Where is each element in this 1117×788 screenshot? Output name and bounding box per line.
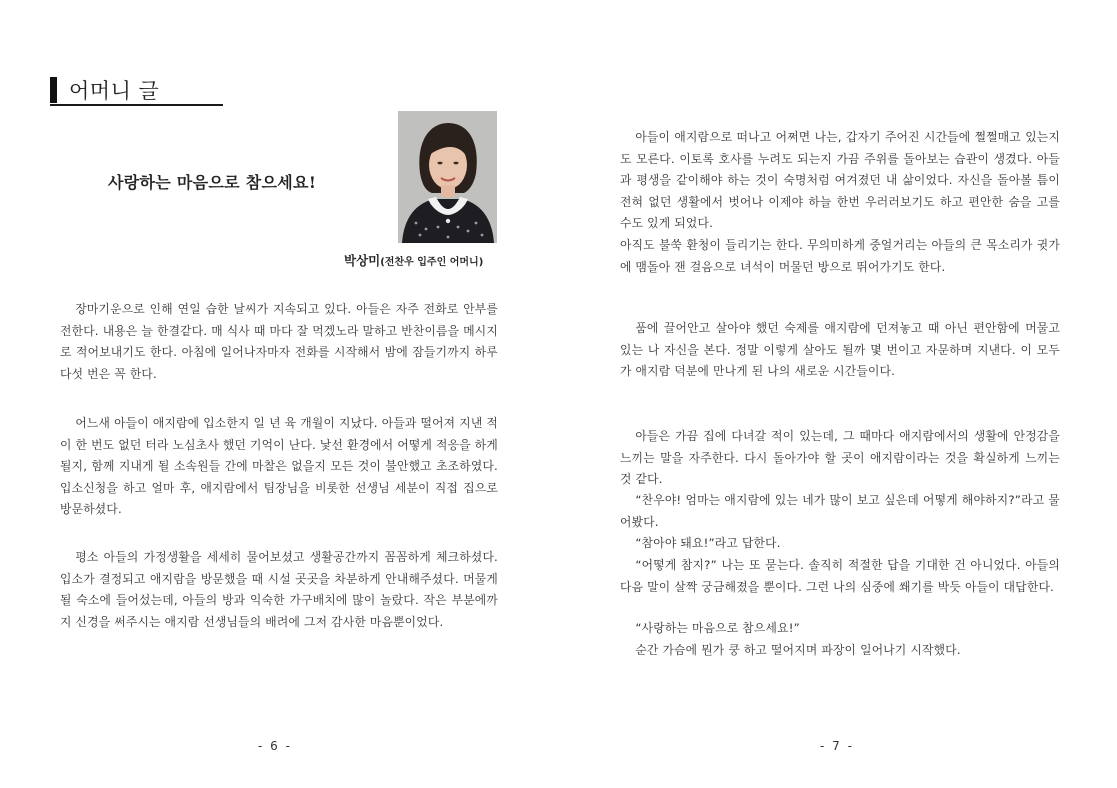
paragraph: 품에 끌어안고 살아야 했던 숙제를 애지람에 던져놓고 때 아닌 편안함에 머물고 있는 나 자신을 본다. 정말 이렇게 살아도 될까 몇 번이고 자문하며 지낸다. 이 모두가 애지람 덕분에 만나게 된 나의 새로운 시간들이다. — [620, 321, 1060, 379]
page-number: - 6 - — [258, 739, 292, 753]
paragraph: 아들이 애지람으로 떠나고 어쩌면 나는, 갑자기 주어진 시간들에 쩔쩔매고 있는지도 모른다. 이토록 호사를 누려도 되는지 가끔 주위를 돌아보는 습관이 생겼다. 아들과 평생을 같이해야 하는 것이 숙명처럼 여겨졌던 내 삶이었다. 자신을 돌아볼 틈이 전혀 없던 생활에서 벗어나 이제야 하늘 한번 우러러보기도 하고 편안한 숨을 고를 수도 있게 되었다. — [620, 130, 1060, 231]
section-marker-bar — [50, 77, 57, 103]
paragraph: 아직도 불쑥 환청이 들리기는 한다. 무의미하게 중얼거리는 아들의 큰 목소리가 귓가에 맴돌아 잰 걸음으로 녀석이 머물던 방으로 뛰어가기도 한다. — [620, 238, 1060, 274]
portrait-photo — [398, 111, 497, 243]
dialogue-line: “어떻게 참지?” 나는 또 묻는다. 솔직히 적절한 답을 기대한 건 아니었다. 아들의 다음 말이 살짝 궁금해졌을 뿐이다. 그런 나의 심중에 쐐기를 박듯 아들이 대답한다. — [620, 558, 1060, 594]
article-headline: 사랑하는 마음으로 참으세요! — [108, 173, 317, 192]
dialogue-line: “찬우야! 엄마는 애지람에 있는 네가 많이 보고 싶은데 어떻게 해야하지?”라고 물어봤다. — [620, 493, 1060, 529]
paragraph: 아들은 가끔 집에 다녀갈 적이 있는데, 그 때마다 애지람에서의 생활에 안정감을 느끼는 말을 자주한다. 다시 돌아가야 할 곳이 애지람이라는 것을 확실하게 느끼는 것 같다. — [620, 429, 1060, 487]
section-header — [50, 74, 223, 106]
closing-line: 순간 가슴에 뭔가 쿵 하고 떨어지며 파장이 일어나기 시작했다. — [635, 643, 961, 657]
dialogue-line: “사랑하는 마음으로 참으세요!” — [635, 621, 800, 635]
author-note: (전찬우 입주인 어머니) — [380, 257, 484, 268]
left-page — [0, 0, 558, 788]
author-byline — [344, 251, 483, 269]
page-number: - 7 - — [820, 739, 854, 753]
dialogue-line: “참아야 돼요!”라고 답한다. — [635, 536, 781, 550]
section-title: 어머니 글 — [69, 79, 160, 103]
author-name: 박상미 — [344, 253, 381, 268]
paragraph: 어느새 아들이 애지람에 입소한지 일 년 육 개월이 지났다. 아들과 떨어져 지낸 적이 한 번도 없던 터라 노심초사 했던 기억이 난다. 낯선 환경에서 어떻게 적응을 하게 될지, 함께 지내게 될 소속원들 간에 마찰은 없을지 모든 것이 불안했고 초조하였다. 입소신청을 하고 얼마 후, 애지람에서 팀장님을 비롯한 선생님 세분이 직접 집으로 방문하셨다. — [60, 416, 498, 517]
right-page — [558, 0, 1117, 788]
paragraph: 평소 아들의 가정생활을 세세히 물어보셨고 생활공간까지 꼼꼼하게 체크하셨다. 입소가 결정되고 애지람을 방문했을 때 시설 곳곳을 차분하게 안내해주셨다. 머물게 될 숙소에 들어섰는데, 아들의 방과 익숙한 가구배치에 많이 놀랐다. 작은 부분에까지 신경을 써주시는 애지람 선생님들의 배려에 그저 감사한 마음뿐이었다. — [60, 550, 498, 629]
paragraph: 장마기운으로 인해 연일 습한 날씨가 지속되고 있다. 아들은 자주 전화로 안부를 전한다. 내용은 늘 한결같다. 매 식사 때 마다 잘 먹겠노라 말하고 반찬이름을 메시지로 적어보내기도 한다. 아침에 일어나자마자 전화를 시작해서 밤에 잠들기까지 하루 다섯 번은 꼭 한다. — [60, 302, 498, 381]
